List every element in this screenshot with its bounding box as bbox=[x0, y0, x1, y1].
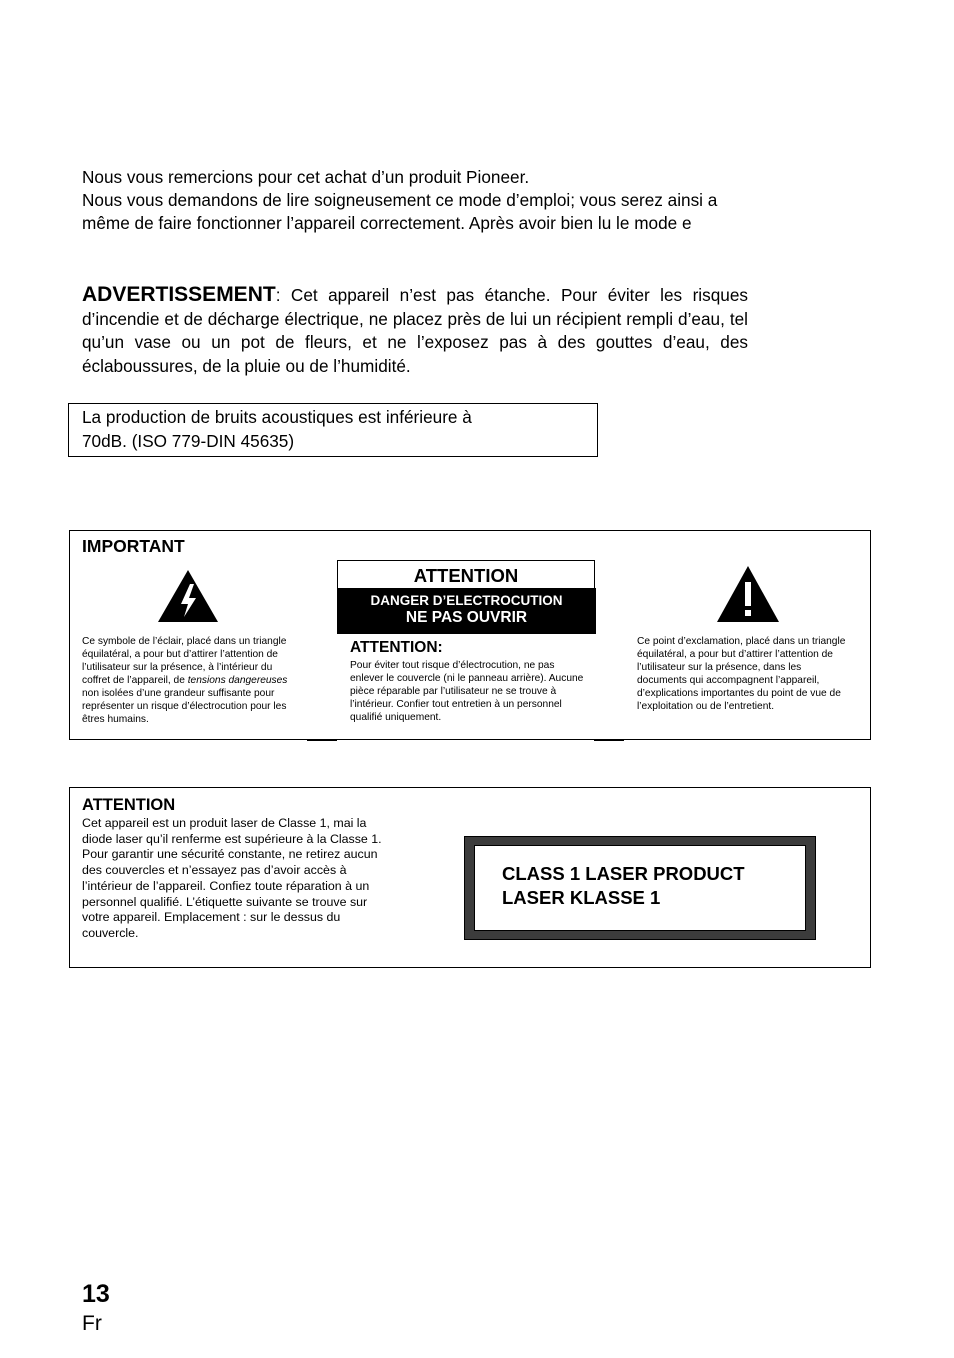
intro-line-3: même de faire fonctionner l’appareil correctement. Après avoir bien lu le mode e bbox=[82, 213, 692, 233]
exclamation-warning-icon bbox=[716, 565, 780, 623]
laser-label-line-2: LASER KLASSE 1 bbox=[502, 887, 661, 908]
warning-text: : Cet appareil n’est pas étanche. Pour éviter les risques d’incendie et de décharge électrique, ne placez près de lui un récipient rempli d’eau, tel qu’un vase ou un pot de fleurs, et ne l’exposez pas à des gouttes d’eau, des éclaboussures, de la pluie ou de l’humidité. bbox=[82, 285, 748, 377]
intro-line-2: Nous vous demandons de lire soigneusement ce mode d’emploi; vous serez ainsi a bbox=[82, 190, 718, 210]
page-number: 13 bbox=[82, 1280, 110, 1308]
danger-label-line-1: DANGER D’ELECTROCUTION bbox=[370, 593, 563, 608]
laser-label-text bbox=[502, 862, 745, 910]
laser-attention-text: Cet appareil est un produit laser de Classe 1, mai la diode laser qu’il renferme est supérieure à la Classe 1. Pour garantir une sécurité constante, ne retirez aucun des couvercles et n’essayez pas d’avoir accès à l’intérieur de l’appareil. Confiez toute réparation à un personnel qualifié. L’étiquette suivante se trouve sur votre appareil. Emplacement : sur le dessus du couvercle. bbox=[82, 816, 382, 940]
table-rule bbox=[307, 740, 337, 741]
danger-label-line-2: NE PAS OUVRIR bbox=[405, 609, 528, 626]
noise-notice-text bbox=[82, 406, 582, 453]
intro-line-1: Nous vous remercions pour cet achat d’un produit Pioneer. bbox=[82, 167, 530, 187]
warning-paragraph bbox=[82, 283, 748, 379]
table-rule bbox=[471, 967, 808, 968]
laser-label-line-1: CLASS 1 LASER PRODUCT bbox=[502, 863, 745, 884]
attention-heading: ATTENTION: bbox=[350, 639, 443, 656]
col1-text-b: non isolées d’une grandeur suffisante pour représenter un risque d’électrocution pour les êtres humains. bbox=[82, 688, 287, 725]
lightning-warning-icon bbox=[157, 569, 219, 623]
noise-line-2: 70dB. (ISO 779-DIN 45635) bbox=[82, 430, 295, 451]
warning-heading: ADVERTISSEMENT bbox=[82, 283, 276, 306]
lightning-symbol-description bbox=[82, 635, 292, 726]
attention-description: Pour éviter tout risque d’électrocution, ne pas enlever le couvercle (ni le panneau arrière). Aucune pièce réparable par l’utilisateur ne se trouve à l’intérieur. Confier tout entretien à un personnel qualifié uniquement. bbox=[350, 660, 584, 723]
col1-text-italic: tensions dangereuses bbox=[187, 675, 288, 686]
intro-paragraph bbox=[82, 166, 862, 235]
important-title: IMPORTANT bbox=[82, 536, 185, 556]
table-rule bbox=[389, 967, 469, 968]
noise-line-1: La production de bruits acoustiques est inférieure à bbox=[82, 407, 472, 427]
col1-text-a: Ce symbole de l’éclair, placé dans un triangle équilatéral, a pour but d’attirer l’attention de l’utilisateur sur la présence, à l’intérieur du coffret de l’appareil, de bbox=[82, 636, 287, 686]
table-rule bbox=[810, 967, 869, 968]
laser-attention-title: ATTENTION bbox=[82, 796, 176, 814]
attention-label-top: ATTENTION bbox=[337, 560, 595, 590]
attention-label-bottom bbox=[337, 588, 596, 634]
table-rule bbox=[594, 740, 624, 741]
exclamation-symbol-description: Ce point d’exclamation, placé dans un triangle équilatéral, a pour but d’attirer l’attention de l’utilisateur sur la présence, dans les documents qui accompagnent l’appareil, d’explications importantes du point de vue de l’exploitation ou de l’entretient. bbox=[637, 636, 846, 712]
page-language: Fr bbox=[82, 1312, 102, 1335]
